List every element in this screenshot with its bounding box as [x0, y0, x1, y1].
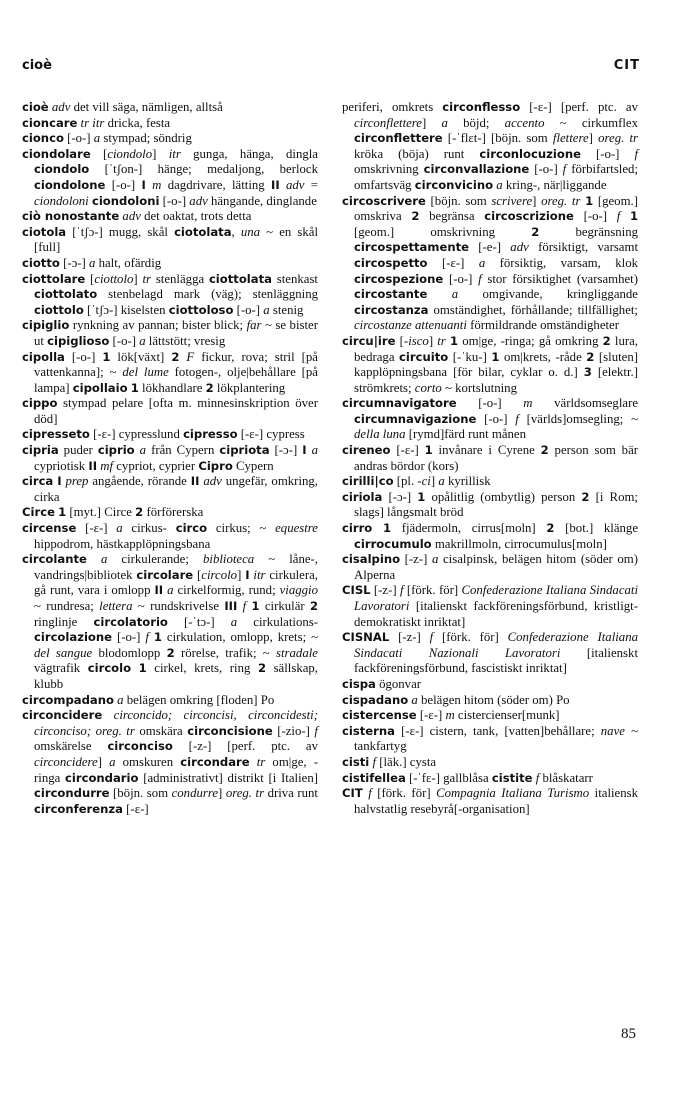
dictionary-entry: ciotola [ˈtʃɔ-] mugg, skål ciotolata, una ~ en skål [full] [22, 224, 318, 255]
dictionary-entry: cippo stympad pelare [ofta m. minnesinskription över död] [22, 396, 318, 426]
dictionary-entry: cisalpino [-z-] a cisalpinsk, belägen hitom (söder om) Alperna [342, 552, 639, 582]
dictionary-entry: cipiglio rynkning av pannan; bister blick; far ~ se bister ut cipiglioso [-o-] a lättstött; vresig [22, 318, 318, 348]
guide-word-left: cioè [22, 58, 52, 73]
dictionary-entry: periferi, omkrets circonflesso [-ɛ-] [perf. ptc. av circonflettere] a böjd; accento ~ cirkumflex circonflettere [-ˈflɛt-] [böjn. som flettere] oreg. tr kröka (böja) runt circonlocuzione [-o-] f omskrivning circonvallazione [-o-] f förbifartsled; omfartsväg circonvicino a kring-, när|liggande [342, 100, 639, 192]
running-head [22, 58, 640, 78]
dictionary-entry: cisti f [läk.] cysta [342, 754, 437, 769]
dictionary-entry: circoncidere circoncido; circoncisi, circoncidesti; circonciso; oreg. tr omskära circoncisione [-zio-] f omskärelse circonciso [-z-] [perf. ptc. av circoncidere] a omskuren circondare tr om|ge, -ringa circondario [administrativt] distrikt [i Italien] circondurre [böjn. som condurre] oreg. tr driva runt circonferenza [-ɛ-] [22, 708, 319, 816]
dictionary-entry: ciò nonostante adv det oaktat, trots detta [22, 209, 252, 224]
dictionary-entry: cioncare tr itr dricka, festa [22, 115, 171, 130]
dictionary-entry: circompadano a belägen omkring [floden] Po [22, 692, 275, 707]
dictionary-entry: circumnavigatore [-o-] m världsomseglare circumnavigazione [-o-] f [världs]omsegling; ~ della luna [rymd]färd runt månen [342, 396, 639, 442]
dictionary-entry: cistifellea [-ˈfɛ-] gallblåsa cistite f blåskatarr [342, 770, 593, 785]
dictionary-entry: ciotto [-ɔ-] a halt, ofärdig [22, 255, 162, 270]
dictionary-entry: circoscrivere [böjn. som scrivere] oreg. tr 1 [geom.] omskriva 2 begränsa circoscrizione [-o-] f 1 [geom.] omskrivning 2 begränsning circospettamente [-e-] adv försiktigt, varsamt circospetto [-ɛ-] a försiktig, varsam, klok circospezione [-o-] f stor försiktighet (varsamhet) circostante a omgivande, kringliggande circostanza omständighet, förhållande; tillfällighet; circostanze attenuanti förmildrande omständigheter [342, 193, 639, 333]
column-right [342, 100, 638, 817]
dictionary-entry: cioè adv det vill säga, nämligen, alltså [22, 100, 223, 114]
dictionary-entry: cirilli|co [pl. -ci] a kyrillisk [342, 474, 491, 489]
dictionary-entry: circolante a cirkulerande; biblioteca ~ låne-, vandrings|bibliotek circolare [circolo] I itr cirkulera, gå runt, vara i omlopp II a cirkelformig, rund; viaggio ~ rundresa; lettera ~ rundskrivelse III f 1 cirkulär 2 ringlinje circolatorio [-ˈtɔ-] a cirkulations- circolazione [-o-] f 1 cirkulation, omlopp, krets; ~ del sangue blodomlopp 2 rörelse, trafik; ~ stradale vägtrafik circolo 1 cirkel, krets, ring 2 sällskap, klubb [22, 552, 319, 691]
dictionary-entry: cistercense [-ɛ-] m cistercienser[munk] [342, 708, 560, 723]
column-left [22, 100, 318, 817]
dictionary-entry: ciriola [-ɔ-] 1 opålitlig (ombytlig) person 2 [i Rom; slags] långsmalt bröd [342, 489, 638, 520]
dictionary-entry: cipolla [-o-] 1 lök[växt] 2 F fickur, rova; stril [på vattenkanna]; ~ del lume fotogen-, olje|behållare [på lampa] cipollaio 1 lökhandlare 2 lökplantering [22, 349, 318, 395]
dictionary-entry: circu|ire [-isco] tr 1 om|ge, -ringa; gå omkring 2 lura, bedraga circuito [-ˈku-] 1 om|krets, -råde 2 [sluten] kapplöpningsbana [för bilar, cyklar o. d.] 3 [elektr.] strömkrets; corto ~ kortslutning [342, 333, 638, 395]
dictionary-entry: cireneo [-ɛ-] 1 invånare i Cyrene 2 person som bär andras bördor (kors) [342, 443, 639, 473]
dictionary-entry: ciottolare [ciottolo] tr stenlägga ciottolata stenkast ciottolato stenbelagd mark (väg); stenläggning ciottolo [ˈtʃɔ-] kiselsten ciottoloso [-o-] a stenig [22, 271, 318, 317]
dictionary-entry: ciondolare [ciondolo] itr gunga, hänga, dingla ciondolo [ˈtʃon-] hänge; medaljong, berlock ciondolone [-o-] I m dagdrivare, lätting II adv = ciondoloni ciondoloni [-o-] adv hängande, dinglande [22, 146, 318, 208]
dictionary-entry: circa I prep angående, rörande II adv ungefär, omkring, cirka [22, 474, 318, 504]
dictionary-entry: cipria puder ciprio a från Cypern cipriota [-ɔ-] I a cypriotisk II mf cypriot, cyprier Cipro Cypern [22, 443, 319, 473]
dictionary-entry: cispa ögonvar [342, 676, 422, 691]
dictionary-entry: cispadano a belägen hitom (söder om) Po [342, 692, 570, 707]
dictionary-entry: CISL [-z-] f [förk. för] Confederazione Italiana Sindacati Lavoratori [italienskt fackföreningsförbund, kristligt-demokratiskt inriktat] [342, 583, 639, 629]
dictionary-entry: Circe 1 [myt.] Circe 2 förförerska [22, 505, 204, 520]
dictionary-entry: cipresseto [-ɛ-] cypresslund cipresso [-ɛ-] cypress [22, 427, 305, 442]
page-number: 85 [621, 1026, 636, 1042]
dictionary-entry: CIT f [förk. för] Compagnia Italiana Turismo italiensk halvstatlig resebyrå[-organisation] [342, 786, 639, 816]
guide-word-right: CIT [613, 58, 640, 73]
dictionary-entry: circense [-ɛ-] a cirkus- circo cirkus; ~ equestre hippodrom, hästkapplöpningsbana [22, 521, 318, 551]
dictionary-entry: cionco [-o-] a stympad; söndrig [22, 131, 192, 146]
dictionary-entry: cisterna [-ɛ-] cistern, tank, [vatten]behållare; nave ~ tankfartyg [342, 723, 639, 754]
dictionary-entry: CISNAL [-z-] f [förk. för] Confederazione Italiana Sindacati Nazionali Lavoratori [italienskt fackföreningsförbund, fascistiskt inriktat] [342, 630, 639, 676]
dictionary-entry: cirro 1 fjädermoln, cirrus[moln] 2 [bot.] klänge cirrocumulo makrillmoln, cirrocumulus[moln] [342, 521, 638, 551]
